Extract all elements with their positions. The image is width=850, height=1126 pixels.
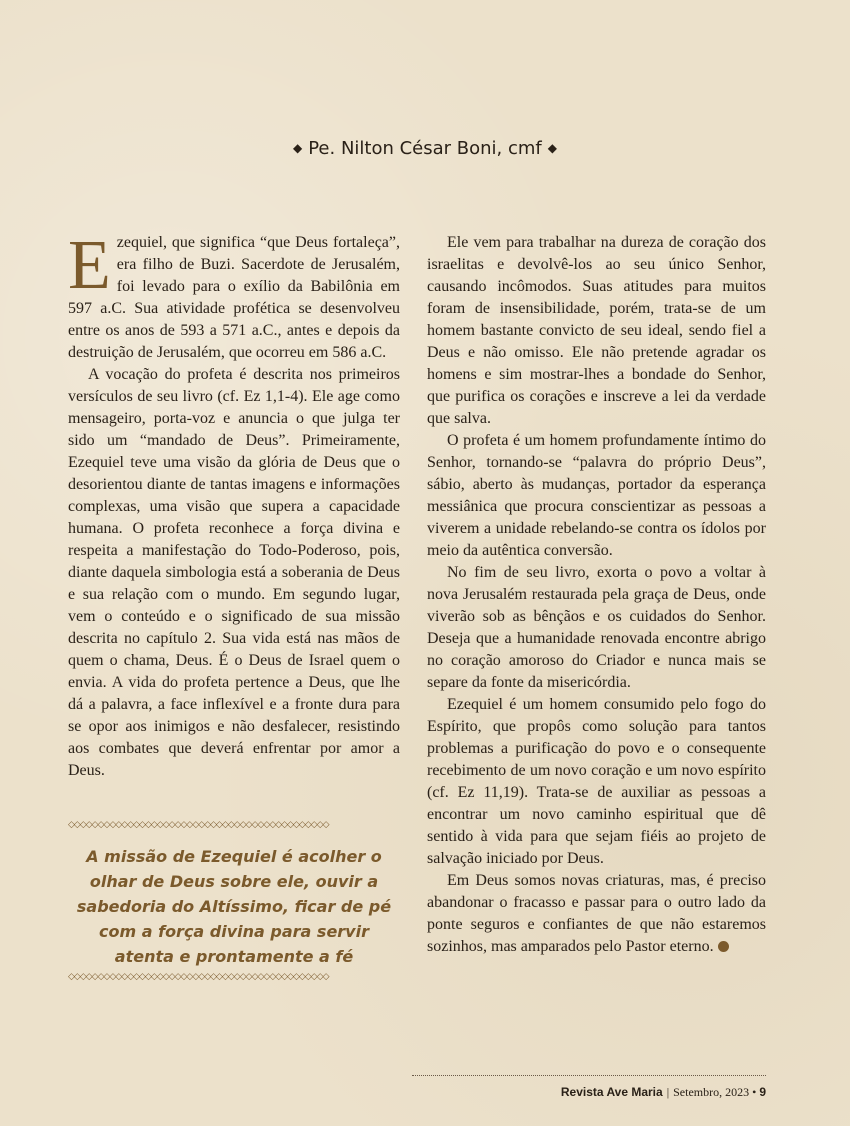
article-paragraph: O profeta é um homem profundamente íntimo do Senhor, tornando-se “palavra do próprio Deus”, sábio, aberto às mudanças, portador da esperança messiânica que procura conscientizar as pessoas a viverem a unidade rebelando-se contra os ídolos por meio da autêntica conversão.: [427, 432, 766, 559]
article-paragraph: Ezequiel é um homem consumido pelo fogo do Espírito, que propôs como solução para tantos problemas a purificação do povo e o consequente recebimento de um novo coração e um novo espírito (cf. Ez 11,19). Trata-se de auxiliar as pessoas a encontrar um novo caminho espiritual que dê sentido à vida para que sejam fiéis ao projeto de salvação iniciado por Deus.: [427, 696, 766, 867]
page-footer: [561, 1085, 766, 1100]
quote-divider-top: ◇◇◇◇◇◇◇◇◇◇◇◇◇◇◇◇◇◇◇◇◇◇◇◇◇◇◇◇◇◇◇◇◇◇◇◇◇◇◇◇◇◇◇◇: [68, 819, 329, 829]
article-paragraph: No fim de seu livro, exorta o povo a voltar à nova Jerusalém restaurada pela graça de Deus, onde viverão sob as bênçãos e os cuidados do Senhor. Deseja que a humanidade renovada encontre abrigo no coração amoroso do Criador e nunca mais se separe da fonte da misericórdia.: [427, 564, 766, 691]
article-paragraph: Ele vem para trabalhar na dureza de coração dos israelitas e devolvê-los ao seu único Senhor, causando incômodos. Suas atitudes para muitos foram de insensibilidade, porém, trata-se de um homem bastante convicto de seu ideal, sendo fiel a Deus e não omisso. Ele não pretende agradar os homens e sim mostrar-lhes a bondade do Senhor, que purifica os corações e inscreve a lei da verdade que salva.: [427, 234, 766, 427]
end-mark-icon: [718, 941, 729, 952]
quote-divider-bottom: ◇◇◇◇◇◇◇◇◇◇◇◇◇◇◇◇◇◇◇◇◇◇◇◇◇◇◇◇◇◇◇◇◇◇◇◇◇◇◇◇◇◇◇◇: [68, 971, 329, 981]
footer-bullet: •: [752, 1085, 757, 1099]
magazine-name: Revista Ave Maria: [560, 1085, 663, 1099]
diamond-ornament-icon: ◆: [547, 141, 558, 155]
article-paragraph: Ezequiel, que significa “que Deus fortaleça”, era filho de Buzi. Sacerdote de Jerusalém, foi levado para o exílio da Babilônia em 597 a.C. Sua atividade profética se desenvolveu entre os anos de 593 a 571 a.C., antes e depois da destruição de Jerusalém, que ocorreu em 586 a.C.: [68, 227, 400, 361]
article-column-left: [68, 227, 400, 782]
diamond-ornament-icon: ◆: [292, 141, 303, 155]
page-number: 9: [759, 1085, 766, 1099]
article-paragraph: A vocação do profeta é descrita nos primeiros versículos de seu livro (cf. Ez 1,1-4). Ele age como mensageiro, porta-voz e anuncia o que julga ter sido um “mandado de Deus”. Primeiramente, Ezequiel teve uma visão da glória de Deus que o desorientou diante de tantas imagens e informações complexas, uma visão que supera a capacidade humana. O profeta reconhece a força divina e respeita a manifestação do Todo-Poderoso, pois, diante daquela simbologia está a soberania de Deus e sua relação com o mundo. Em segundo lugar, vem o conteúdo e o significado de sua missão descrita no capítulo 2. Sua vida está nas mãos de quem o chama, Deus. É o Deus de Israel quem o envia. A vida do profeta pertence a Deus, que lhe dá a palavra, a face inflexível e a fronte dura para se opor aos inimigos e não desfalecer, resistindo aos combates que deverá enfrentar por amor a Deus.: [68, 366, 400, 779]
footer-separator: |: [666, 1085, 670, 1099]
article-paragraph: Em Deus somos novas criaturas, mas, é preciso abandonar o fracasso e passar para o outro lado da ponte seguros e confiantes de que não estaremos sozinhos, mas amparados pelo Pastor eterno.: [427, 872, 766, 955]
pull-quote: A missão de Ezequiel é acolher o olhar de Deus sobre ele, ouvir a sabedoria do Altíssimo, ficar de pé com a força divina para servir atenta e prontamente a fé: [76, 847, 392, 966]
issue-date: Setembro, 2023: [673, 1085, 750, 1099]
author-byline: [0, 138, 850, 159]
footer-rule: [412, 1075, 766, 1076]
article-column-right: [427, 232, 766, 958]
drop-cap: E: [68, 227, 111, 304]
author-name: Pe. Nilton César Boni, cmf: [308, 138, 542, 159]
